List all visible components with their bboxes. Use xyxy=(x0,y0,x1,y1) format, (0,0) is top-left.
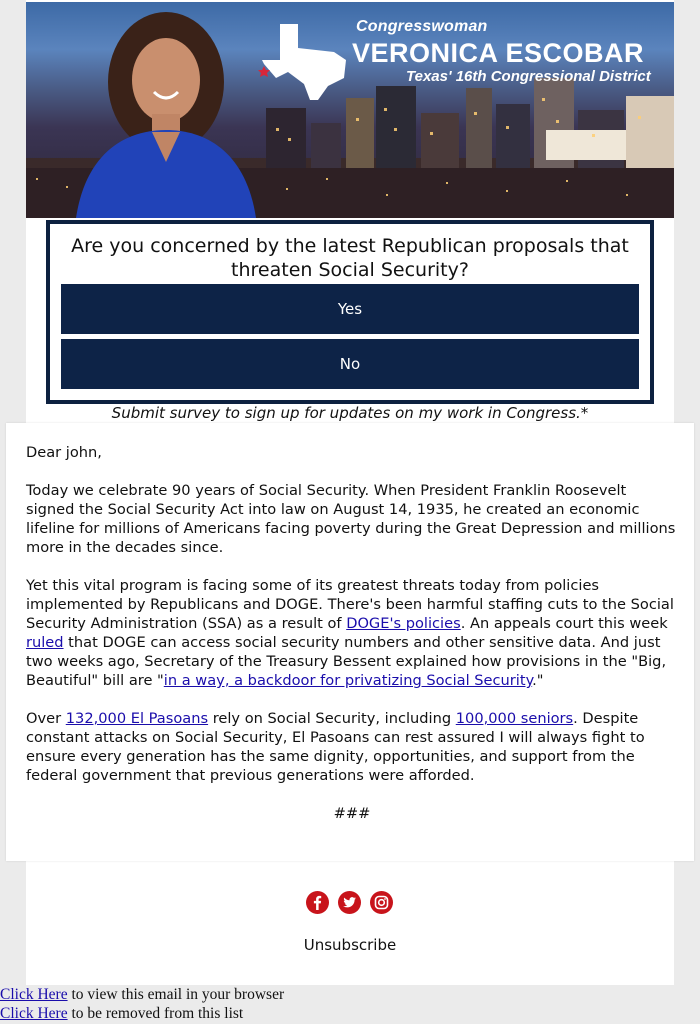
survey-yes-button[interactable]: Yes xyxy=(61,284,639,334)
view-in-browser-link[interactable]: Click Here xyxy=(0,986,68,1003)
doge-policies-link[interactable]: DOGE's policies xyxy=(346,615,461,632)
backdoor-privatizing-link[interactable]: in a way, a backdoor for privatizing Social Security xyxy=(163,672,533,689)
p3-text-c: . Despite constant attacks on Social Security, El Pasoans can rest assured I will always fight to ensure every generation has the same dignity, opportunities, and support from the federal government that previous generations were afforded. xyxy=(26,710,645,784)
p2-text-c: that DOGE can access social security numbers and other sensitive data. And just two weeks ago, Secretary of the Treasury Bessent explained how provisions in the "Big, Beautiful" bill are " xyxy=(26,634,667,689)
congresswoman-portrait xyxy=(66,2,266,218)
header-name: VERONICA ESCOBAR xyxy=(352,38,645,68)
footer-line-2-text: to be removed from this list xyxy=(67,1005,244,1022)
survey-question: Are you concerned by the latest Republican proposals that threaten Social Security? xyxy=(71,235,629,281)
p3-text-a: Over xyxy=(26,710,66,727)
letter-paragraph-3 xyxy=(26,709,678,785)
twitter-icon[interactable] xyxy=(338,891,361,914)
header-district: Texas' 16th Congressional District xyxy=(406,68,651,85)
survey-box xyxy=(46,220,654,404)
seniors-link[interactable]: 100,000 seniors xyxy=(455,710,574,727)
unsubscribe-link[interactable]: Unsubscribe xyxy=(303,936,397,954)
ruled-link[interactable]: ruled xyxy=(26,634,64,651)
remove-from-list-link[interactable]: Click Here xyxy=(0,1005,68,1022)
texas-map-icon xyxy=(258,20,350,102)
header-title-small: Congresswoman xyxy=(356,18,488,35)
survey-no-button[interactable]: No xyxy=(61,339,639,389)
letter-paragraph-1: Today we celebrate 90 years of Social Security. When President Franklin Roosevelt signed the Social Security Act into law on August 14, 1935, he created an economic lifeline for millions of Americans facing poverty during the Great Depression and millions more in the decades since. xyxy=(26,482,676,556)
instagram-icon[interactable] xyxy=(370,891,393,914)
header-banner xyxy=(26,2,674,218)
p2-text-a: Yet this vital program is facing some of its greatest threats today from policies implemented by Republicans and DOGE. There's been harmful staffing cuts to the Social Security Administration (SSA) as a result of xyxy=(26,577,674,632)
facebook-icon[interactable] xyxy=(306,891,329,914)
el-pasoans-link[interactable]: 132,000 El Pasoans xyxy=(65,710,209,727)
letter-greeting: Dear john, xyxy=(26,444,102,461)
p3-text-b: rely on Social Security, including xyxy=(208,710,456,727)
footer-view-in-browser xyxy=(0,986,284,1004)
letter-separator: ### xyxy=(333,805,371,822)
footer-remove-from-list xyxy=(0,1005,243,1023)
letter-paragraph-2 xyxy=(26,576,678,690)
p2-text-d: ." xyxy=(532,672,544,689)
p2-text-b: . An appeals court this week xyxy=(460,615,668,632)
social-links xyxy=(306,891,396,915)
letter-body xyxy=(6,423,694,861)
survey-note: Submit survey to sign up for updates on my work in Congress.* xyxy=(111,404,589,422)
footer-line-1-text: to view this email in your browser xyxy=(67,986,285,1003)
